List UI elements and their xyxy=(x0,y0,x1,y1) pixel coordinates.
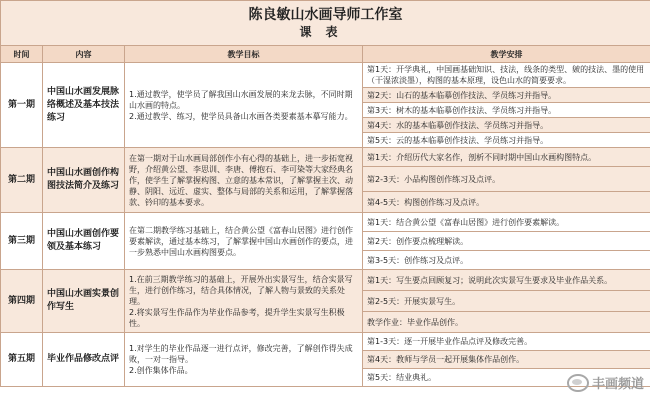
wechat-icon xyxy=(567,374,589,392)
arrangement-item: 教学作业：毕业作品创作。 xyxy=(363,312,650,333)
period-row xyxy=(1,213,650,232)
period-name: 第三期 xyxy=(1,213,43,270)
period-name: 第二期 xyxy=(1,148,43,213)
period-goal xyxy=(125,213,363,270)
arrangement-item: 第2天：山石的基本临摹创作技法、学员练习并指导。 xyxy=(363,88,650,103)
arrangement-item: 第5天：结业典礼。 xyxy=(363,369,650,387)
arrangement-item: 第2-5天：开展实景写生。 xyxy=(363,291,650,312)
header-time: 时间 xyxy=(1,46,43,63)
period-goal xyxy=(125,333,363,387)
title-row xyxy=(1,1,650,46)
period-name: 第一期 xyxy=(1,63,43,148)
goal-line: 2.创作集体作品。 xyxy=(129,366,193,375)
period-content: 中国山水画发展脉络概述及基本技法练习 xyxy=(43,63,125,148)
goal-line: 2.将实景写生作品作为毕业作品参考，提升学生实景写生积极性。 xyxy=(129,307,345,328)
arrangement-item: 第2-3天：小品构图创作练习及点评。 xyxy=(363,167,650,192)
period-row xyxy=(1,63,650,88)
period-content: 中国山水画创作要领及基本练习 xyxy=(43,213,125,270)
period-row xyxy=(1,270,650,291)
period-goal xyxy=(125,148,363,213)
watermark xyxy=(567,373,644,392)
page-subtitle: 课表 xyxy=(299,25,352,39)
period-content: 毕业作品修改点评 xyxy=(43,333,125,387)
arrangement-item: 第5天：云的基本临摹创作技法、学员练习并指导。 xyxy=(363,133,650,148)
period-row xyxy=(1,333,650,351)
period-name: 第五期 xyxy=(1,333,43,387)
page-title: 陈良敏山水画导师工作室 xyxy=(248,7,403,23)
arrangement-item: 第1天：开学典礼，中国画基础知识、技法，线条的类型、皴的技法、墨的使用（干湿浓淡墨），构图的基本原理，设色山水的简要要求。 xyxy=(363,63,650,88)
watermark-text: 丰画频道 xyxy=(591,377,644,392)
period-content: 中国山水画实景创作写生 xyxy=(43,270,125,333)
title-cell xyxy=(1,1,650,46)
arrangement-item: 第1天：结合黄公望《富春山居图》进行创作要素解读。 xyxy=(363,213,650,232)
goal-line: 1.对学生的毕业作品逐一进行点评，修改完善，了解创作得失成败，一对一指导。 xyxy=(129,344,353,364)
period-content: 中国山水画创作构图技法简介及练习 xyxy=(43,148,125,213)
period-name: 第四期 xyxy=(1,270,43,333)
goal-line: 2.通过教学、练习，使学员具备山水画各类要素基本摹写能力。 xyxy=(129,111,353,121)
header-row xyxy=(1,46,650,63)
period-goal xyxy=(125,270,363,333)
goal-line: 1.通过教学，使学员了解我国山水画发展的来龙去脉，不同时期山水画的特点。 xyxy=(129,89,353,110)
header-content: 内容 xyxy=(43,46,125,63)
arrangement-item: 第4天：水的基本临摹创作技法、学员练习并指导。 xyxy=(363,118,650,133)
arrangement-item: 第1-3天：逐一开展毕业作品点评及修改完善。 xyxy=(363,333,650,351)
period-row xyxy=(1,148,650,167)
arrangement-item: 第3天：树木的基本临摹创作技法、学员练习并指导。 xyxy=(363,103,650,118)
arrangement-item: 第1天：介绍历代大家名作，剖析不同时期中国山水画构图特点。 xyxy=(363,148,650,167)
goal-line: 在第二期教学练习基础上，结合黄公望《富春山居图》进行创作要素解读，通过基本练习，了解掌握中国山水画创作的要点，进一步熟悉中国山水画构图要点。 xyxy=(129,225,353,257)
arrangement-item: 第2天：创作要点梳理解读。 xyxy=(363,232,650,251)
arrangement-item: 第4天：教师与学员一起开展集体作品创作。 xyxy=(363,351,650,369)
arrangement-item: 第3-5天：创作练习及点评。 xyxy=(363,251,650,270)
arrangement-item: 第1天：写生要点回顾复习；说明此次实景写生要求及毕业作品关系。 xyxy=(363,270,650,291)
period-goal xyxy=(125,63,363,148)
arrangement-item: 第4-5天：构图创作练习及点评。 xyxy=(363,192,650,213)
header-arrangement: 教学安排 xyxy=(363,46,650,63)
goal-line: 在第一期对于山水画局部创作小有心得的基础上，进一步拓宽视野，介绍黄公望、李思训、李唐、傅抱石、李可染等大家经典名作，使学生了解掌握构图、立意的基本常识，了解掌握主次、动静、阴阳、远近、虚实、整体与局部的关系和运用，了解掌握落款、钤印的基本要求。 xyxy=(129,153,353,207)
header-goal: 教学目标 xyxy=(125,46,363,63)
goal-line: 1.在前三期教学练习的基础上，开展外出实景写生，结合实景写生，进行创作练习，结合具体情况，了解人物与景致的关系处理。 xyxy=(129,274,353,306)
